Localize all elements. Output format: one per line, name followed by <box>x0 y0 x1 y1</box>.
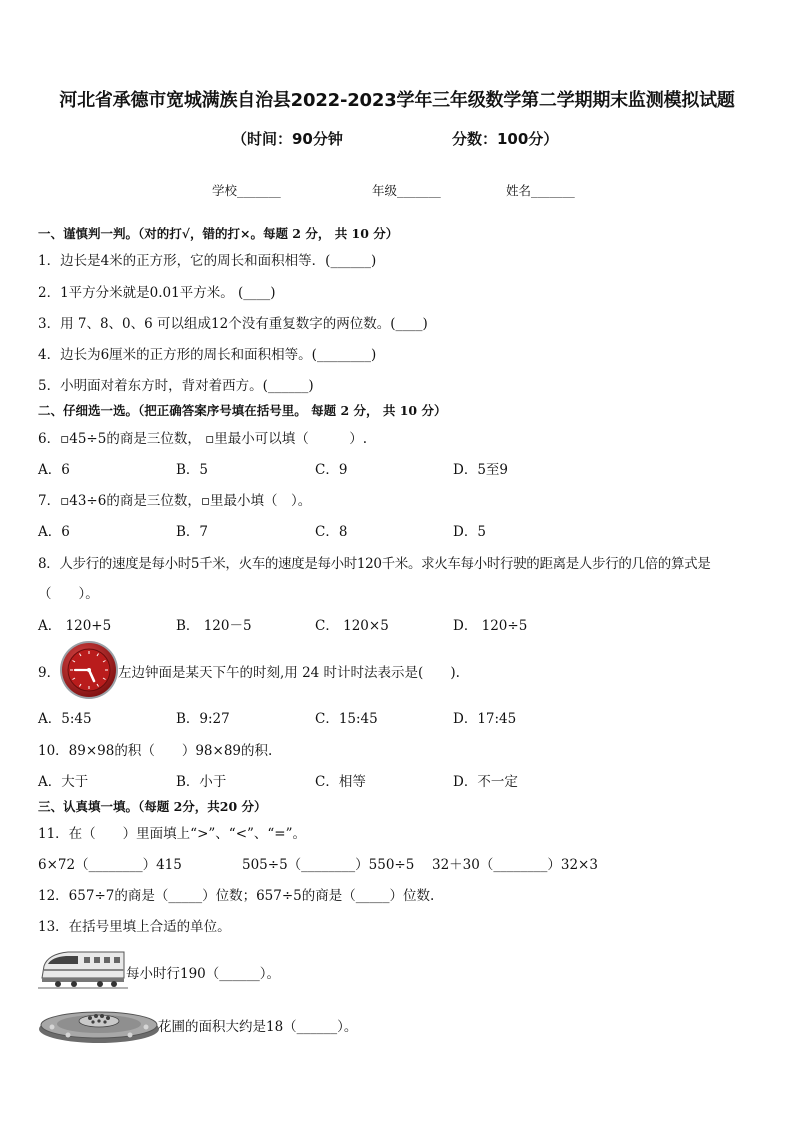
question-13: 13．在括号里填上合适的单位。 <box>38 919 231 935</box>
question-6: 6．▫45÷5的商是三位数， ▫里最小可以填（ ）. <box>38 431 368 447</box>
q9-option-b[interactable]: B．9:27 <box>176 711 230 727</box>
q13-garden-text: 花圃的面积大约是18（______）。 <box>158 1019 358 1035</box>
q13-train-text: 每小时行190（______）。 <box>126 966 281 982</box>
q7-option-b[interactable]: B．7 <box>176 524 209 540</box>
question-2: 2．1平方分米就是0.01平方米。 (____) <box>38 285 276 301</box>
grade-field[interactable]: 年级_______ <box>372 183 441 198</box>
section-3-heading: 三、认真填一填。（每题 2分，共20 分） <box>38 799 267 814</box>
q8-option-d[interactable]: D． 120÷5 <box>453 618 528 634</box>
question-9-number: 9． <box>38 665 61 681</box>
name-field[interactable]: 姓名_______ <box>506 183 575 198</box>
q11-item-3[interactable]: 32＋30（________）32×3 <box>432 857 598 873</box>
q9-option-d[interactable]: D．17:45 <box>453 711 517 727</box>
q10-option-a[interactable]: A．大于 <box>38 774 89 790</box>
q11-item-2[interactable]: 505÷5（________）550÷5 <box>242 857 415 873</box>
question-4: 4．边长为6厘米的正方形的周长和面积相等。(________) <box>38 347 377 363</box>
train-icon <box>38 948 128 990</box>
q6-option-a[interactable]: A．6 <box>38 462 70 478</box>
school-field[interactable]: 学校_______ <box>212 183 281 198</box>
section-2-heading: 二、仔细选一选。（把正确答案序号填在括号里。 每题 2 分， 共 10 分） <box>38 403 447 418</box>
question-7: 7．▫43÷6的商是三位数，▫里最小填（ ）。 <box>38 493 312 509</box>
q6-option-b[interactable]: B．5 <box>176 462 209 478</box>
exam-score: 分数：100分） <box>452 130 559 148</box>
question-1: 1．边长是4米的正方形，它的周长和面积相等．(______) <box>38 253 377 269</box>
exam-time: （时间：90分钟 <box>232 130 343 148</box>
q9-option-c[interactable]: C．15:45 <box>315 711 378 727</box>
question-8-blank: （ ）。 <box>38 586 99 602</box>
section-1-heading: 一、谨慎判一判。（对的打√，错的打×。每题 2 分， 共 10 分） <box>38 226 399 241</box>
question-10: 10．89×98的积（ ）98×89的积. <box>38 743 273 759</box>
page-title: 河北省承德市宽城满族自治县2022-2023学年三年级数学第二学期期末监测模拟试题 <box>59 90 735 111</box>
q10-option-b[interactable]: B．小于 <box>176 774 227 790</box>
question-5: 5．小明面对着东方时，背对着西方。(______) <box>38 378 314 394</box>
q8-option-b[interactable]: B． 120－5 <box>176 618 252 634</box>
q10-option-c[interactable]: C．相等 <box>315 774 366 790</box>
q10-option-d[interactable]: D．不一定 <box>453 774 518 790</box>
q8-option-c[interactable]: C． 120×5 <box>315 618 389 634</box>
q9-option-a[interactable]: A．5:45 <box>38 711 92 727</box>
q8-option-a[interactable]: A． 120+5 <box>38 618 112 634</box>
flowerbed-icon <box>38 1001 160 1045</box>
q7-option-d[interactable]: D．5 <box>453 524 486 540</box>
question-8: 8．人步行的速度是每小时5千米，火车的速度是每小时120千米。求火车每小时行驶的距离是人步行的几倍的算式是 <box>38 556 711 572</box>
q7-option-c[interactable]: C．8 <box>315 524 348 540</box>
question-12: 12．657÷7的商是（_____）位数；657÷5的商是（_____）位数. <box>38 888 435 904</box>
clock-icon <box>58 640 120 700</box>
question-3: 3．用 7、8、0、6 可以组成12个没有重复数字的两位数。(____) <box>38 316 428 332</box>
q11-item-1[interactable]: 6×72（________）415 <box>38 857 182 873</box>
q6-option-c[interactable]: C．9 <box>315 462 348 478</box>
question-9: 左边钟面是某天下午的时刻,用 24 时计时法表示是( ). <box>118 665 460 681</box>
q7-option-a[interactable]: A．6 <box>38 524 70 540</box>
question-11: 11．在（ ）里面填上“>”、“<”、“=”。 <box>38 826 307 842</box>
q6-option-d[interactable]: D．5至9 <box>453 462 509 478</box>
